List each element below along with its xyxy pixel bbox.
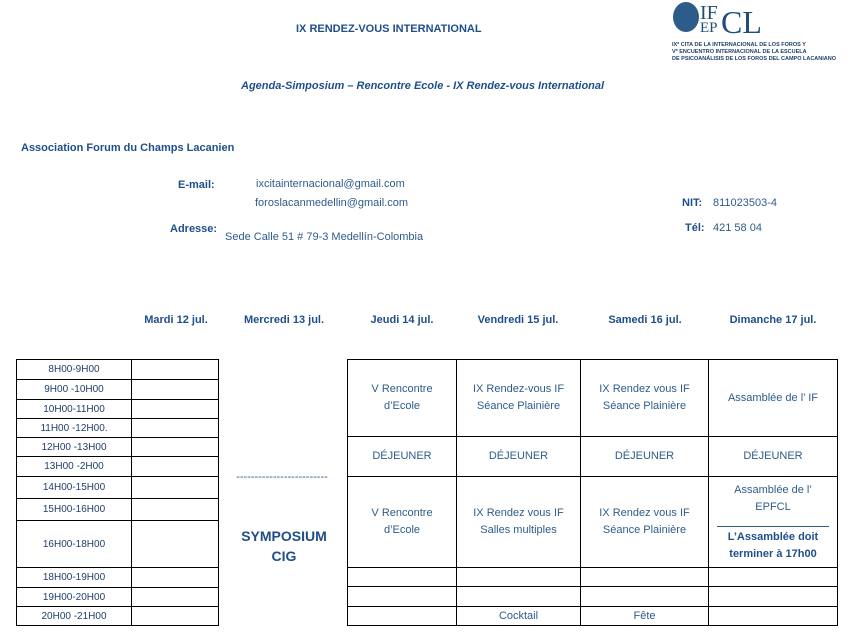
tel-label: Tél: (685, 222, 705, 234)
table-row (17, 380, 219, 400)
table-row (348, 568, 838, 587)
lunch-cell: DÉJEUNER (348, 437, 457, 477)
symposium-line: SYMPOSIUM (241, 528, 327, 544)
schedule-table (347, 359, 838, 626)
table-row (17, 499, 219, 521)
cell-text: Séance Plainière (602, 524, 687, 536)
empty-cell (132, 457, 219, 477)
empty-cell (348, 607, 457, 626)
day-header: Mardi 12 jul. (144, 314, 208, 326)
logo-caption (672, 42, 836, 63)
schedule-cell (348, 360, 457, 437)
nit-value: 811023503-4 (713, 197, 778, 209)
schedule-cell (709, 360, 838, 437)
table-row (348, 360, 838, 437)
empty-cell (581, 568, 709, 587)
email-1[interactable]: ixcitainternacional@gmail.com (256, 178, 405, 190)
schedule-cell: Fête (581, 607, 709, 626)
empty-cell (132, 419, 219, 438)
empty-cell (348, 587, 457, 607)
cell-text: Assamblée de l’ (734, 483, 812, 496)
lunch-cell: DÉJEUNER (581, 437, 709, 477)
empty-cell (709, 568, 838, 587)
document-title: IX RENDEZ-VOUS INTERNATIONAL (296, 23, 482, 35)
empty-cell (132, 380, 219, 400)
cell-text: terminer à 17h00 (729, 547, 817, 560)
table-row (17, 457, 219, 477)
day-header: Dimanche 17 jul. (729, 314, 817, 326)
table-row (348, 587, 838, 607)
cell-text: EPFCL (755, 500, 791, 513)
cell-text: d’Ecole (383, 400, 421, 412)
time-cell: 9H00 -10H00 (17, 380, 132, 400)
email-2[interactable]: foroslacanmedellin@gmail.com (255, 197, 409, 209)
time-cell: 8H00-9H00 (17, 360, 132, 380)
schedule-cell (457, 360, 581, 437)
table-row (17, 477, 219, 499)
table-row (348, 477, 838, 568)
empty-cell (132, 568, 219, 588)
logo-emblem-icon (673, 2, 699, 32)
tel-value: 421 58 04 (713, 222, 762, 234)
cell-text: L’Assamblée doit (727, 530, 819, 543)
empty-cell (132, 360, 219, 380)
address-label: Adresse: (170, 223, 218, 235)
table-row (17, 400, 219, 419)
schedule-cell (581, 477, 709, 568)
time-cell: 18H00-19H00 (17, 568, 132, 588)
logo-mark-ep: EP (700, 20, 718, 36)
logo-caption-line: IXº CITA DE LA INTERNACIONAL DE LOS FOROS Y (672, 42, 806, 48)
logo-mark-cl: CL (721, 4, 762, 40)
empty-cell (709, 587, 838, 607)
cell-text: IX Rendez-vous IF (472, 383, 565, 395)
empty-cell (132, 588, 219, 607)
time-cell: 11H00 -12H00. (17, 419, 132, 438)
cell-text: V Rencontre (371, 383, 433, 395)
time-cell: 12H00 -13H00 (17, 438, 132, 457)
cell-text: IX Rendez vous IF (599, 383, 690, 395)
cell-text: IX Rendez vous IF (473, 507, 564, 519)
time-cell: 15H00-16H00 (17, 499, 132, 521)
time-cell: 16H00-18H00 (17, 521, 132, 568)
email-label: E-mail: (178, 179, 215, 191)
empty-cell (581, 587, 709, 607)
logo-caption-line: DE PSICOANÁLISIS DE LOS FOROS DEL CAMPO LACANIANO (672, 56, 836, 62)
wed-divider: ------------------------- (236, 471, 328, 483)
day-header: Jeudi 14 jul. (370, 314, 434, 326)
empty-cell (132, 438, 219, 457)
address-value: Sede Calle 51 # 79-3 Medellín-Colombia (225, 231, 424, 243)
day-header: Mercredi 13 jul. (243, 314, 325, 326)
nit-label: NIT: (682, 197, 703, 209)
day-header: Vendredi 15 jul. (477, 314, 559, 326)
empty-cell (457, 568, 581, 587)
schedule-cell: Cocktail (457, 607, 581, 626)
table-row (17, 588, 219, 607)
cell-text: Assamblée de l’ IF (727, 391, 819, 404)
logo-mark-if: IF (700, 2, 718, 24)
divider (717, 526, 829, 527)
table-row (17, 360, 219, 380)
empty-cell (709, 607, 838, 626)
symposium-title (226, 526, 342, 566)
empty-cell (132, 477, 219, 499)
cell-text: Séance Plainière (602, 400, 687, 412)
empty-cell (457, 587, 581, 607)
symposium-line: CIG (271, 548, 297, 564)
schedule-cell (709, 477, 838, 568)
cell-text: V Rencontre (371, 507, 433, 519)
table-row (17, 419, 219, 438)
time-cell: 19H00-20H00 (17, 588, 132, 607)
empty-cell (132, 400, 219, 419)
time-cell: 10H00-11H00 (17, 400, 132, 419)
time-cell: 13H00 -2H00 (17, 457, 132, 477)
empty-cell (132, 607, 219, 626)
cell-text: Salles multiples (480, 524, 557, 536)
table-row (17, 607, 219, 626)
table-row (17, 438, 219, 457)
cell-text: Séance Plainière (476, 400, 561, 412)
time-table (16, 359, 219, 626)
logo-caption-line: Vº ENCUENTRO INTERNACIONAL DE LA ESCUELA (672, 49, 807, 55)
cell-text: d’Ecole (383, 524, 421, 536)
empty-cell (348, 568, 457, 587)
document-subtitle: Agenda-Simposium – Rencontre Ecole - IX Rendez-vous International (241, 80, 605, 92)
schedule-cell (348, 477, 457, 568)
table-row (348, 437, 838, 477)
schedule-cell (581, 360, 709, 437)
empty-cell (132, 499, 219, 521)
cell-text: IX Rendez vous IF (599, 507, 690, 519)
empty-cell (132, 521, 219, 568)
association-name: Association Forum du Champs Lacanien (21, 142, 235, 154)
time-cell: 14H00-15H00 (17, 477, 132, 499)
time-cell: 20H00 -21H00 (17, 607, 132, 626)
schedule-cell (457, 477, 581, 568)
table-row (17, 521, 219, 568)
day-header: Samedi 16 jul. (608, 314, 682, 326)
table-row (17, 568, 219, 588)
lunch-cell: DÉJEUNER (457, 437, 581, 477)
lunch-cell: DÉJEUNER (709, 437, 838, 477)
table-row (348, 607, 838, 626)
